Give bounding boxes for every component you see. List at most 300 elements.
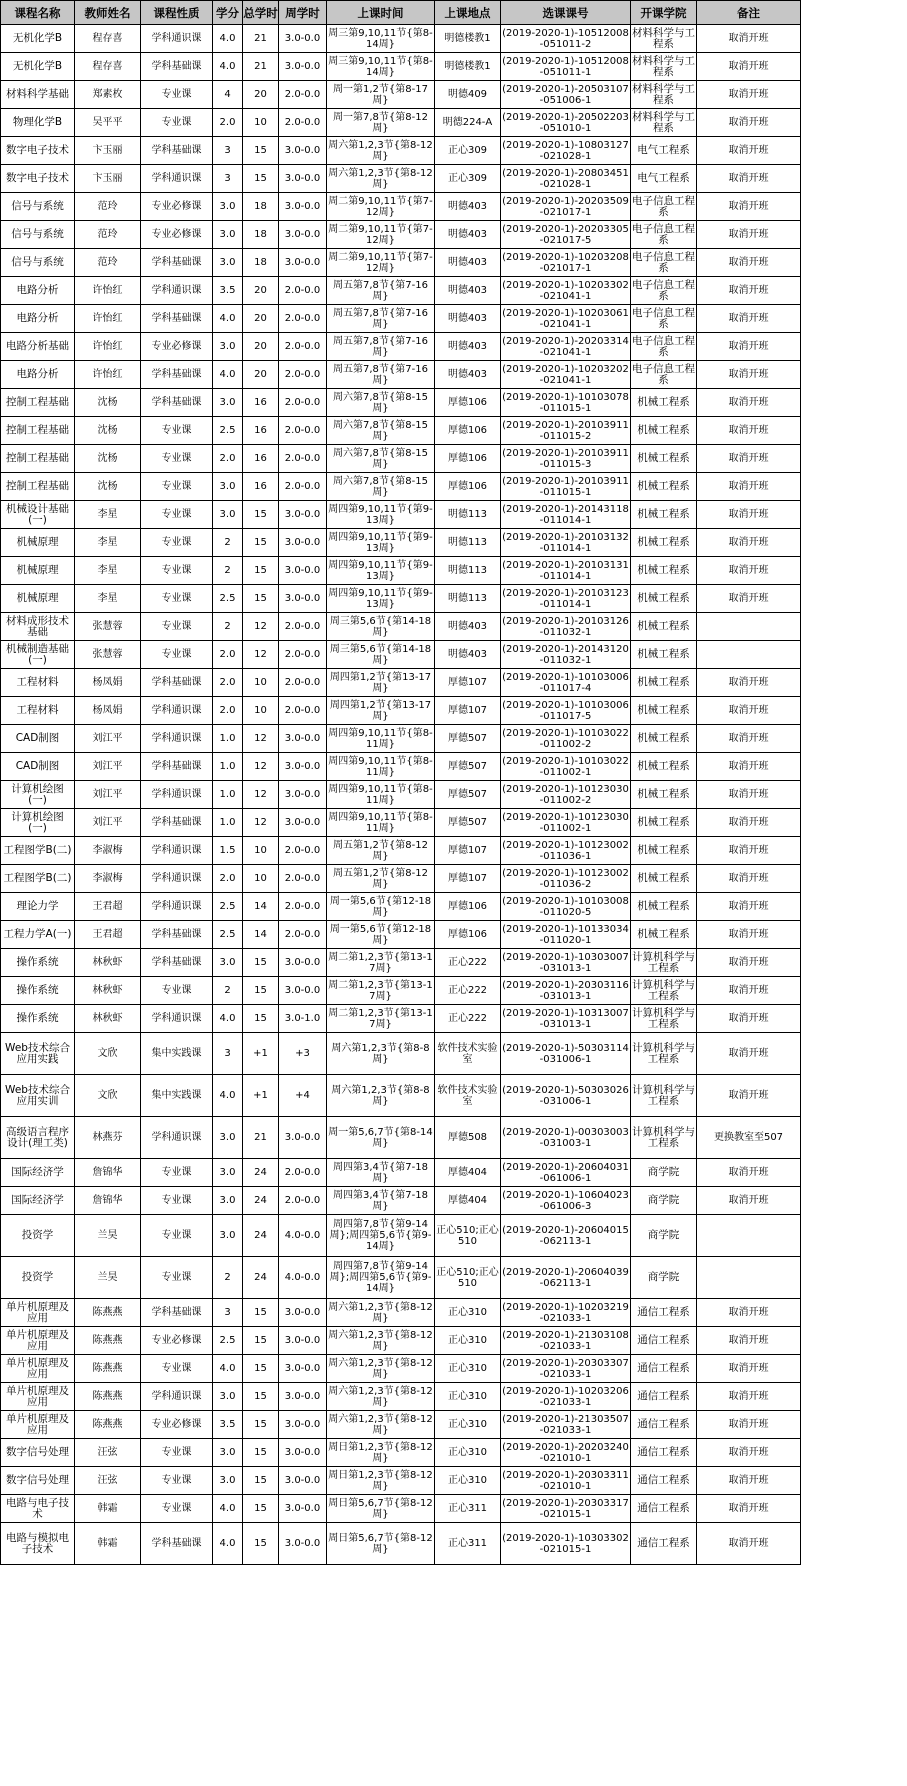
credit-cell: 4.0 (213, 361, 243, 389)
weekly-hours-cell: 4.0-0.0 (279, 1215, 327, 1257)
college-cell: 机械工程系 (631, 921, 697, 949)
table-row (1, 1005, 801, 1033)
course-name-cell: 单片机原理及应用 (1, 1327, 75, 1355)
total-hours-cell: 15 (243, 1355, 279, 1383)
table-row (1, 501, 801, 529)
weekly-hours-cell: 3.0-0.0 (279, 1117, 327, 1159)
weekly-hours-cell: 3.0-0.0 (279, 753, 327, 781)
course-code-cell: (2019-2020-1)-10123002-011036-2 (501, 865, 631, 893)
college-cell: 机械工程系 (631, 781, 697, 809)
table-row (1, 417, 801, 445)
class-place-cell: 正心222 (435, 977, 501, 1005)
table-row (1, 613, 801, 641)
total-hours-cell: 24 (243, 1215, 279, 1257)
college-cell: 材料科学与工程系 (631, 25, 697, 53)
course-type-cell: 学科基础课 (141, 1299, 213, 1327)
weekly-hours-cell: 2.0-0.0 (279, 1187, 327, 1215)
class-place-cell: 正心510;正心510 (435, 1257, 501, 1299)
teacher-cell: 杨凤娟 (75, 669, 141, 697)
class-place-cell: 软件技术实验室 (435, 1033, 501, 1075)
class-time-cell: 周五第7,8节{第7-16周} (327, 361, 435, 389)
credit-cell: 3.0 (213, 949, 243, 977)
table-row (1, 165, 801, 193)
course-code-cell: (2019-2020-1)-10303302-021015-1 (501, 1523, 631, 1565)
course-code-cell: (2019-2020-1)-20604015-062113-1 (501, 1215, 631, 1257)
teacher-cell: 许怡红 (75, 305, 141, 333)
course-name-cell: 机械原理 (1, 557, 75, 585)
college-cell: 机械工程系 (631, 641, 697, 669)
class-time-cell: 周四第1,2节{第13-17周} (327, 697, 435, 725)
course-type-cell: 学科基础课 (141, 361, 213, 389)
credit-cell: 3.0 (213, 193, 243, 221)
table-row (1, 697, 801, 725)
credit-cell: 1.5 (213, 837, 243, 865)
class-place-cell: 厚德507 (435, 781, 501, 809)
table-row (1, 585, 801, 613)
teacher-cell: 刘江平 (75, 809, 141, 837)
table-row (1, 1075, 801, 1117)
teacher-cell: 张慧蓉 (75, 613, 141, 641)
class-time-cell: 周日第1,2,3节{第8-12周} (327, 1467, 435, 1495)
class-place-cell: 正心310 (435, 1439, 501, 1467)
teacher-cell: 沈杨 (75, 417, 141, 445)
course-type-cell: 学科基础课 (141, 53, 213, 81)
weekly-hours-cell: 2.0-0.0 (279, 417, 327, 445)
course-type-cell: 学科通识课 (141, 865, 213, 893)
course-type-cell: 专业必修课 (141, 1411, 213, 1439)
course-code-cell: (2019-2020-1)-20303311-021010-1 (501, 1467, 631, 1495)
class-time-cell: 周四第9,10,11节{第8-11周} (327, 725, 435, 753)
class-place-cell: 明德楼教1 (435, 25, 501, 53)
course-name-cell: 无机化学B (1, 25, 75, 53)
table-row (1, 361, 801, 389)
teacher-cell: 许怡红 (75, 361, 141, 389)
class-place-cell: 正心311 (435, 1523, 501, 1565)
total-hours-cell: 15 (243, 1383, 279, 1411)
class-place-cell: 明德楼教1 (435, 53, 501, 81)
credit-cell: 3.0 (213, 473, 243, 501)
credit-cell: 3 (213, 1299, 243, 1327)
table-row (1, 1523, 801, 1565)
total-hours-cell: 20 (243, 305, 279, 333)
credit-cell: 2.5 (213, 585, 243, 613)
class-time-cell: 周六第1,2,3节{第8-8周} (327, 1033, 435, 1075)
college-cell: 材料科学与工程系 (631, 109, 697, 137)
note-cell: 取消开班 (697, 333, 801, 361)
total-hours-cell: 16 (243, 417, 279, 445)
class-place-cell: 软件技术实验室 (435, 1075, 501, 1117)
weekly-hours-cell: 3.0-1.0 (279, 1005, 327, 1033)
class-place-cell: 明德409 (435, 81, 501, 109)
weekly-hours-cell: 3.0-0.0 (279, 501, 327, 529)
college-cell: 商学院 (631, 1215, 697, 1257)
note-cell: 取消开班 (697, 1355, 801, 1383)
college-cell: 机械工程系 (631, 473, 697, 501)
total-hours-cell: 20 (243, 81, 279, 109)
course-code-cell: (2019-2020-1)-10512008-051011-1 (501, 53, 631, 81)
total-hours-cell: 21 (243, 25, 279, 53)
total-hours-cell: 10 (243, 669, 279, 697)
total-hours-cell: 21 (243, 1117, 279, 1159)
course-code-cell: (2019-2020-1)-50303026-031006-1 (501, 1075, 631, 1117)
weekly-hours-cell: 2.0-0.0 (279, 893, 327, 921)
course-code-cell: (2019-2020-1)-20604039-062113-1 (501, 1257, 631, 1299)
table-row (1, 753, 801, 781)
note-cell (697, 1215, 801, 1257)
total-hours-cell: 18 (243, 193, 279, 221)
total-hours-cell: 24 (243, 1187, 279, 1215)
class-place-cell: 明德224-A (435, 109, 501, 137)
class-time-cell: 周六第1,2,3节{第8-12周} (327, 1355, 435, 1383)
note-cell: 取消开班 (697, 557, 801, 585)
class-place-cell: 正心222 (435, 949, 501, 977)
college-cell: 电气工程系 (631, 165, 697, 193)
credit-cell: 3.5 (213, 277, 243, 305)
course-name-cell: 计算机绘图(一) (1, 809, 75, 837)
course-type-cell: 专业课 (141, 557, 213, 585)
teacher-cell: 李星 (75, 557, 141, 585)
class-time-cell: 周四第9,10,11节{第8-11周} (327, 781, 435, 809)
course-type-cell: 学科基础课 (141, 1523, 213, 1565)
course-code-cell: (2019-2020-1)-20203314-021041-1 (501, 333, 631, 361)
total-hours-cell: 15 (243, 529, 279, 557)
course-code-cell: (2019-2020-1)-10303007-031013-1 (501, 949, 631, 977)
course-name-cell: Web技术综合应用实训 (1, 1075, 75, 1117)
course-name-cell: 数字信号处理 (1, 1467, 75, 1495)
weekly-hours-cell: 3.0-0.0 (279, 949, 327, 977)
course-code-cell: (2019-2020-1)-10103006-011017-4 (501, 669, 631, 697)
header-row (1, 1, 801, 25)
college-cell: 机械工程系 (631, 585, 697, 613)
college-cell: 计算机科学与工程系 (631, 1005, 697, 1033)
course-name-cell: Web技术综合应用实践 (1, 1033, 75, 1075)
course-name-cell: 电路与电子技术 (1, 1495, 75, 1523)
credit-cell: 2.0 (213, 445, 243, 473)
weekly-hours-cell: 3.0-0.0 (279, 165, 327, 193)
course-type-cell: 学科通识课 (141, 1117, 213, 1159)
class-place-cell: 正心310 (435, 1327, 501, 1355)
course-type-cell: 学科通识课 (141, 165, 213, 193)
header-credit: 学分 (213, 1, 243, 25)
course-code-cell: (2019-2020-1)-20103132-011014-1 (501, 529, 631, 557)
course-code-cell: (2019-2020-1)-10203061-021041-1 (501, 305, 631, 333)
class-place-cell: 正心310 (435, 1411, 501, 1439)
teacher-cell: 卞玉丽 (75, 165, 141, 193)
table-body (1, 25, 801, 1565)
weekly-hours-cell: 3.0-0.0 (279, 1411, 327, 1439)
college-cell: 电子信息工程系 (631, 221, 697, 249)
class-place-cell: 明德113 (435, 529, 501, 557)
class-time-cell: 周一第5,6节{第12-18周} (327, 921, 435, 949)
college-cell: 电子信息工程系 (631, 249, 697, 277)
weekly-hours-cell: 2.0-0.0 (279, 865, 327, 893)
note-cell: 取消开班 (697, 1187, 801, 1215)
note-cell: 取消开班 (697, 753, 801, 781)
class-time-cell: 周六第7,8节{第8-15周} (327, 389, 435, 417)
credit-cell: 3.0 (213, 1383, 243, 1411)
note-cell: 取消开班 (697, 529, 801, 557)
credit-cell: 1.0 (213, 781, 243, 809)
credit-cell: 3 (213, 165, 243, 193)
total-hours-cell: 14 (243, 893, 279, 921)
weekly-hours-cell: 2.0-0.0 (279, 333, 327, 361)
course-code-cell: (2019-2020-1)-20203240-021010-1 (501, 1439, 631, 1467)
class-place-cell: 正心310 (435, 1355, 501, 1383)
course-name-cell: 物理化学B (1, 109, 75, 137)
table-row (1, 977, 801, 1005)
credit-cell: 2 (213, 1257, 243, 1299)
weekly-hours-cell: 3.0-0.0 (279, 249, 327, 277)
course-type-cell: 专业课 (141, 1467, 213, 1495)
course-type-cell: 学科基础课 (141, 669, 213, 697)
course-code-cell: (2019-2020-1)-10103078-011015-1 (501, 389, 631, 417)
class-place-cell: 正心222 (435, 1005, 501, 1033)
note-cell: 取消开班 (697, 473, 801, 501)
note-cell: 取消开班 (697, 809, 801, 837)
class-time-cell: 周六第1,2,3节{第8-8周} (327, 1075, 435, 1117)
course-name-cell: 机械设计基础(一) (1, 501, 75, 529)
class-time-cell: 周四第3,4节{第7-18周} (327, 1159, 435, 1187)
class-place-cell: 明德403 (435, 249, 501, 277)
note-cell: 取消开班 (697, 725, 801, 753)
college-cell: 计算机科学与工程系 (631, 1075, 697, 1117)
total-hours-cell: 12 (243, 809, 279, 837)
total-hours-cell: 15 (243, 557, 279, 585)
course-code-cell: (2019-2020-1)-20604031-061006-1 (501, 1159, 631, 1187)
class-time-cell: 周四第7,8节{第9-14周};周四第5,6节{第9-14周} (327, 1215, 435, 1257)
credit-cell: 2 (213, 977, 243, 1005)
table-row (1, 1411, 801, 1439)
teacher-cell: 林燕芬 (75, 1117, 141, 1159)
note-cell: 取消开班 (697, 949, 801, 977)
header-total-hours: 总学时 (243, 1, 279, 25)
course-name-cell: 工程图学B(二) (1, 837, 75, 865)
teacher-cell: 沈杨 (75, 389, 141, 417)
weekly-hours-cell: 2.0-0.0 (279, 669, 327, 697)
college-cell: 通信工程系 (631, 1495, 697, 1523)
college-cell: 材料科学与工程系 (631, 53, 697, 81)
course-type-cell: 学科基础课 (141, 249, 213, 277)
weekly-hours-cell: 2.0-0.0 (279, 697, 327, 725)
class-time-cell: 周四第9,10,11节{第9-13周} (327, 585, 435, 613)
weekly-hours-cell: +4 (279, 1075, 327, 1117)
note-cell: 取消开班 (697, 221, 801, 249)
header-code: 选课课号 (501, 1, 631, 25)
course-code-cell: (2019-2020-1)-00303003-031003-1 (501, 1117, 631, 1159)
course-name-cell: 电路分析 (1, 361, 75, 389)
course-type-cell: 学科通识课 (141, 725, 213, 753)
class-time-cell: 周五第7,8节{第7-16周} (327, 333, 435, 361)
course-code-cell: (2019-2020-1)-10103008-011020-5 (501, 893, 631, 921)
weekly-hours-cell: 3.0-0.0 (279, 193, 327, 221)
total-hours-cell: 16 (243, 473, 279, 501)
teacher-cell: 文欣 (75, 1075, 141, 1117)
course-type-cell: 学科通识课 (141, 277, 213, 305)
class-time-cell: 周二第1,2,3节{第13-17周} (327, 1005, 435, 1033)
teacher-cell: 范玲 (75, 249, 141, 277)
teacher-cell: 王君超 (75, 921, 141, 949)
credit-cell: 3 (213, 137, 243, 165)
class-place-cell: 正心311 (435, 1495, 501, 1523)
credit-cell: 3.0 (213, 389, 243, 417)
class-place-cell: 明德403 (435, 361, 501, 389)
class-place-cell: 明德113 (435, 501, 501, 529)
note-cell: 取消开班 (697, 193, 801, 221)
header-weekly-hours: 周学时 (279, 1, 327, 25)
table-row (1, 193, 801, 221)
teacher-cell: 林秋虾 (75, 977, 141, 1005)
course-code-cell: (2019-2020-1)-10103006-011017-5 (501, 697, 631, 725)
weekly-hours-cell: 3.0-0.0 (279, 585, 327, 613)
credit-cell: 3.0 (213, 1467, 243, 1495)
note-cell: 取消开班 (697, 165, 801, 193)
course-type-cell: 学科基础课 (141, 809, 213, 837)
course-code-cell: (2019-2020-1)-20103126-011032-1 (501, 613, 631, 641)
course-name-cell: 控制工程基础 (1, 389, 75, 417)
class-place-cell: 厚德507 (435, 809, 501, 837)
class-place-cell: 明德113 (435, 557, 501, 585)
total-hours-cell: 16 (243, 389, 279, 417)
class-place-cell: 厚德508 (435, 1117, 501, 1159)
class-place-cell: 厚德404 (435, 1187, 501, 1215)
course-name-cell: 电路分析 (1, 305, 75, 333)
total-hours-cell: 15 (243, 585, 279, 613)
course-name-cell: 材料科学基础 (1, 81, 75, 109)
teacher-cell: 杨凤娟 (75, 697, 141, 725)
weekly-hours-cell: 3.0-0.0 (279, 1439, 327, 1467)
note-cell: 取消开班 (697, 865, 801, 893)
credit-cell: 4 (213, 81, 243, 109)
course-name-cell: 高级语言程序设计(理工类) (1, 1117, 75, 1159)
credit-cell: 3.0 (213, 1117, 243, 1159)
course-name-cell: 投资学 (1, 1257, 75, 1299)
course-type-cell: 专业课 (141, 585, 213, 613)
college-cell: 电子信息工程系 (631, 361, 697, 389)
credit-cell: 2.5 (213, 893, 243, 921)
course-type-cell: 专业必修课 (141, 1327, 213, 1355)
college-cell: 计算机科学与工程系 (631, 1117, 697, 1159)
weekly-hours-cell: 3.0-0.0 (279, 221, 327, 249)
course-type-cell: 学科基础课 (141, 389, 213, 417)
table-row (1, 1033, 801, 1075)
class-time-cell: 周三第5,6节{第14-18周} (327, 613, 435, 641)
course-name-cell: 单片机原理及应用 (1, 1411, 75, 1439)
teacher-cell: 刘江平 (75, 781, 141, 809)
class-time-cell: 周五第1,2节{第8-12周} (327, 837, 435, 865)
class-place-cell: 厚德106 (435, 893, 501, 921)
note-cell: 取消开班 (697, 781, 801, 809)
total-hours-cell: 10 (243, 697, 279, 725)
course-name-cell: 机械原理 (1, 585, 75, 613)
course-code-cell: (2019-2020-1)-20203305-021017-5 (501, 221, 631, 249)
class-time-cell: 周四第9,10,11节{第9-13周} (327, 529, 435, 557)
weekly-hours-cell: 2.0-0.0 (279, 389, 327, 417)
note-cell: 取消开班 (697, 277, 801, 305)
total-hours-cell: 15 (243, 501, 279, 529)
table-row (1, 333, 801, 361)
course-code-cell: (2019-2020-1)-20103131-011014-1 (501, 557, 631, 585)
teacher-cell: 陈燕燕 (75, 1411, 141, 1439)
total-hours-cell: 18 (243, 249, 279, 277)
class-time-cell: 周六第1,2,3节{第8-12周} (327, 1299, 435, 1327)
credit-cell: 4.0 (213, 1523, 243, 1565)
credit-cell: 3 (213, 1033, 243, 1075)
total-hours-cell: 20 (243, 361, 279, 389)
weekly-hours-cell: 2.0-0.0 (279, 921, 327, 949)
total-hours-cell: 21 (243, 53, 279, 81)
course-type-cell: 专业必修课 (141, 333, 213, 361)
course-type-cell: 学科基础课 (141, 137, 213, 165)
class-time-cell: 周日第1,2,3节{第8-12周} (327, 1439, 435, 1467)
total-hours-cell: 15 (243, 949, 279, 977)
course-code-cell: (2019-2020-1)-21303108-021033-1 (501, 1327, 631, 1355)
course-type-cell: 专业课 (141, 1355, 213, 1383)
credit-cell: 3.0 (213, 1159, 243, 1187)
course-code-cell: (2019-2020-1)-10313007-031013-1 (501, 1005, 631, 1033)
course-name-cell: 数字电子技术 (1, 165, 75, 193)
course-type-cell: 专业课 (141, 109, 213, 137)
course-name-cell: 电路分析基础 (1, 333, 75, 361)
table-row (1, 1495, 801, 1523)
course-name-cell: 信号与系统 (1, 193, 75, 221)
teacher-cell: 兰昊 (75, 1215, 141, 1257)
course-code-cell: (2019-2020-1)-10203202-021041-1 (501, 361, 631, 389)
course-code-cell: (2019-2020-1)-10512008-051011-2 (501, 25, 631, 53)
class-time-cell: 周六第1,2,3节{第8-12周} (327, 1383, 435, 1411)
course-name-cell: 材料成形技术基础 (1, 613, 75, 641)
course-type-cell: 专业必修课 (141, 193, 213, 221)
class-place-cell: 厚德107 (435, 865, 501, 893)
weekly-hours-cell: 3.0-0.0 (279, 557, 327, 585)
teacher-cell: 李淑梅 (75, 865, 141, 893)
course-code-cell: (2019-2020-1)-20103911-011015-2 (501, 417, 631, 445)
course-code-cell: (2019-2020-1)-20143118-011014-1 (501, 501, 631, 529)
teacher-cell: 李星 (75, 529, 141, 557)
weekly-hours-cell: 2.0-0.0 (279, 361, 327, 389)
course-name-cell: 机械原理 (1, 529, 75, 557)
course-type-cell: 学科通识课 (141, 781, 213, 809)
weekly-hours-cell: 3.0-0.0 (279, 1355, 327, 1383)
college-cell: 机械工程系 (631, 865, 697, 893)
teacher-cell: 刘江平 (75, 725, 141, 753)
note-cell: 取消开班 (697, 249, 801, 277)
header-college: 开课学院 (631, 1, 697, 25)
teacher-cell: 詹锦华 (75, 1159, 141, 1187)
note-cell: 取消开班 (697, 109, 801, 137)
table-row (1, 557, 801, 585)
course-type-cell: 专业课 (141, 613, 213, 641)
college-cell: 通信工程系 (631, 1355, 697, 1383)
class-time-cell: 周二第9,10,11节{第7-12周} (327, 221, 435, 249)
college-cell: 机械工程系 (631, 613, 697, 641)
class-place-cell: 厚德107 (435, 697, 501, 725)
weekly-hours-cell: 3.0-0.0 (279, 725, 327, 753)
course-code-cell: (2019-2020-1)-10203208-021017-1 (501, 249, 631, 277)
weekly-hours-cell: 3.0-0.0 (279, 1467, 327, 1495)
teacher-cell: 范玲 (75, 221, 141, 249)
header-note: 备注 (697, 1, 801, 25)
course-name-cell: 机械制造基础(一) (1, 641, 75, 669)
teacher-cell: 王君超 (75, 893, 141, 921)
college-cell: 机械工程系 (631, 557, 697, 585)
course-name-cell: 工程力学A(一) (1, 921, 75, 949)
credit-cell: 2.5 (213, 1327, 243, 1355)
table-row (1, 1257, 801, 1299)
class-place-cell: 厚德107 (435, 669, 501, 697)
class-place-cell: 正心310 (435, 1467, 501, 1495)
college-cell: 通信工程系 (631, 1383, 697, 1411)
class-place-cell: 明德403 (435, 613, 501, 641)
